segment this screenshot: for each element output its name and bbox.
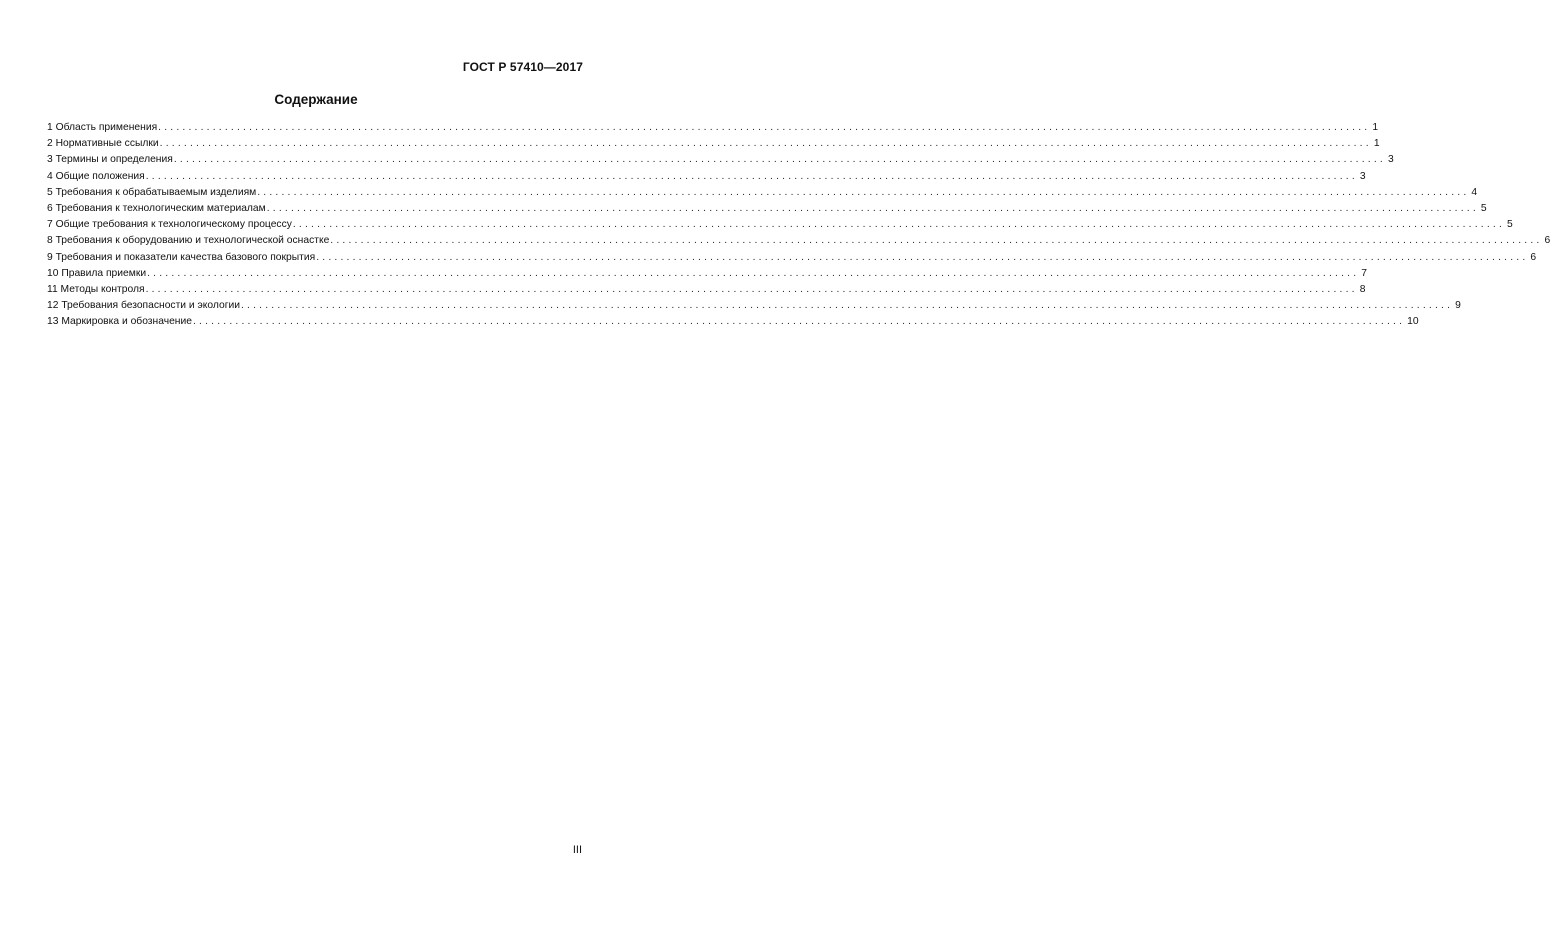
toc-entry-page: 8 xyxy=(1359,283,1366,295)
toc-entry[interactable] xyxy=(47,201,1487,217)
toc-entry-page: 5 xyxy=(1480,202,1487,214)
toc-entry-label: 4 Общие положения xyxy=(47,170,145,182)
toc-leader: ........................................................................................................................................................................................................ xyxy=(316,251,1529,263)
toc-entry-label: 5 Требования к обрабатываемым изделиям xyxy=(47,186,257,198)
toc-entry-page: 9 xyxy=(1455,300,1461,312)
toc-leader: ........................................................................................................................................................................................................ xyxy=(330,235,1543,247)
toc-entry-label: 13 Маркировка и обозначение xyxy=(47,316,192,328)
toc-entry-label: 3 Термины и определения xyxy=(47,154,173,166)
toc-entry-page: 3 xyxy=(1388,154,1394,166)
toc-entry-label: 10 Правила приемки xyxy=(47,267,147,279)
toc-entry-label: 2 Нормативные ссылки xyxy=(47,138,159,150)
table-of-contents xyxy=(47,120,1550,330)
toc-entry[interactable] xyxy=(47,152,1394,168)
toc-entry[interactable] xyxy=(47,282,1366,298)
toc-leader: ........................................................................................................................................................................................................ xyxy=(241,300,1454,312)
toc-leader: ........................................................................................................................................................................................................ xyxy=(257,186,1470,198)
page-number: III xyxy=(572,844,582,856)
toc-title: Содержание xyxy=(274,92,358,107)
toc-entry-page: 5 xyxy=(1507,219,1513,231)
toc-entry-label: 9 Требования и показатели качества базового покрытия xyxy=(47,251,316,263)
toc-leader: ........................................................................................................................................................................................................ xyxy=(145,170,1358,182)
toc-entry[interactable] xyxy=(47,233,1550,249)
toc-entry-page: 7 xyxy=(1361,267,1368,279)
toc-entry-label: 12 Требования безопасности и экологии xyxy=(47,300,240,312)
toc-leader: ........................................................................................................................................................................................................ xyxy=(192,316,1406,328)
toc-entry-label: 11 Методы контроля xyxy=(47,283,145,295)
toc-entry[interactable] xyxy=(47,120,1379,136)
toc-leader: ........................................................................................................................................................................................................ xyxy=(147,267,1360,279)
toc-entry-page: 1 xyxy=(1373,138,1380,150)
toc-entry-label: 7 Общие требования к технологическому процессу xyxy=(47,219,292,231)
toc-entry-label: 8 Требования к оборудованию и технологической оснастке xyxy=(47,235,330,247)
toc-entry[interactable] xyxy=(47,185,1478,201)
toc-leader: ........................................................................................................................................................................................................ xyxy=(159,138,1372,150)
toc-entry-page: 6 xyxy=(1544,235,1550,247)
toc-entry[interactable] xyxy=(47,217,1513,233)
toc-entry[interactable] xyxy=(47,169,1366,185)
toc-entry[interactable] xyxy=(47,266,1368,282)
toc-entry[interactable] xyxy=(47,314,1419,330)
toc-entry[interactable] xyxy=(47,136,1380,152)
toc-leader: ........................................................................................................................................................................................................ xyxy=(173,154,1386,166)
toc-entry-label: 6 Требования к технологическим материалам xyxy=(47,202,266,214)
toc-leader: ........................................................................................................................................................................................................ xyxy=(266,202,1479,214)
document-code: ГОСТ Р 57410—2017 xyxy=(462,60,583,74)
toc-entry-page: 10 xyxy=(1407,316,1419,328)
toc-entry-page: 4 xyxy=(1471,186,1478,198)
toc-entry-page: 6 xyxy=(1530,251,1537,263)
toc-entry-page: 3 xyxy=(1359,170,1366,182)
toc-entry-page: 1 xyxy=(1372,122,1379,133)
toc-leader: ........................................................................................................................................................................................................ xyxy=(292,219,1506,231)
toc-leader: ........................................................................................................................................................................................................ xyxy=(158,122,1371,133)
toc-entry-label: 1 Область применения xyxy=(47,122,158,133)
toc-leader: ........................................................................................................................................................................................................ xyxy=(145,283,1358,295)
toc-entry[interactable] xyxy=(47,250,1537,266)
toc-entry[interactable] xyxy=(47,298,1461,314)
